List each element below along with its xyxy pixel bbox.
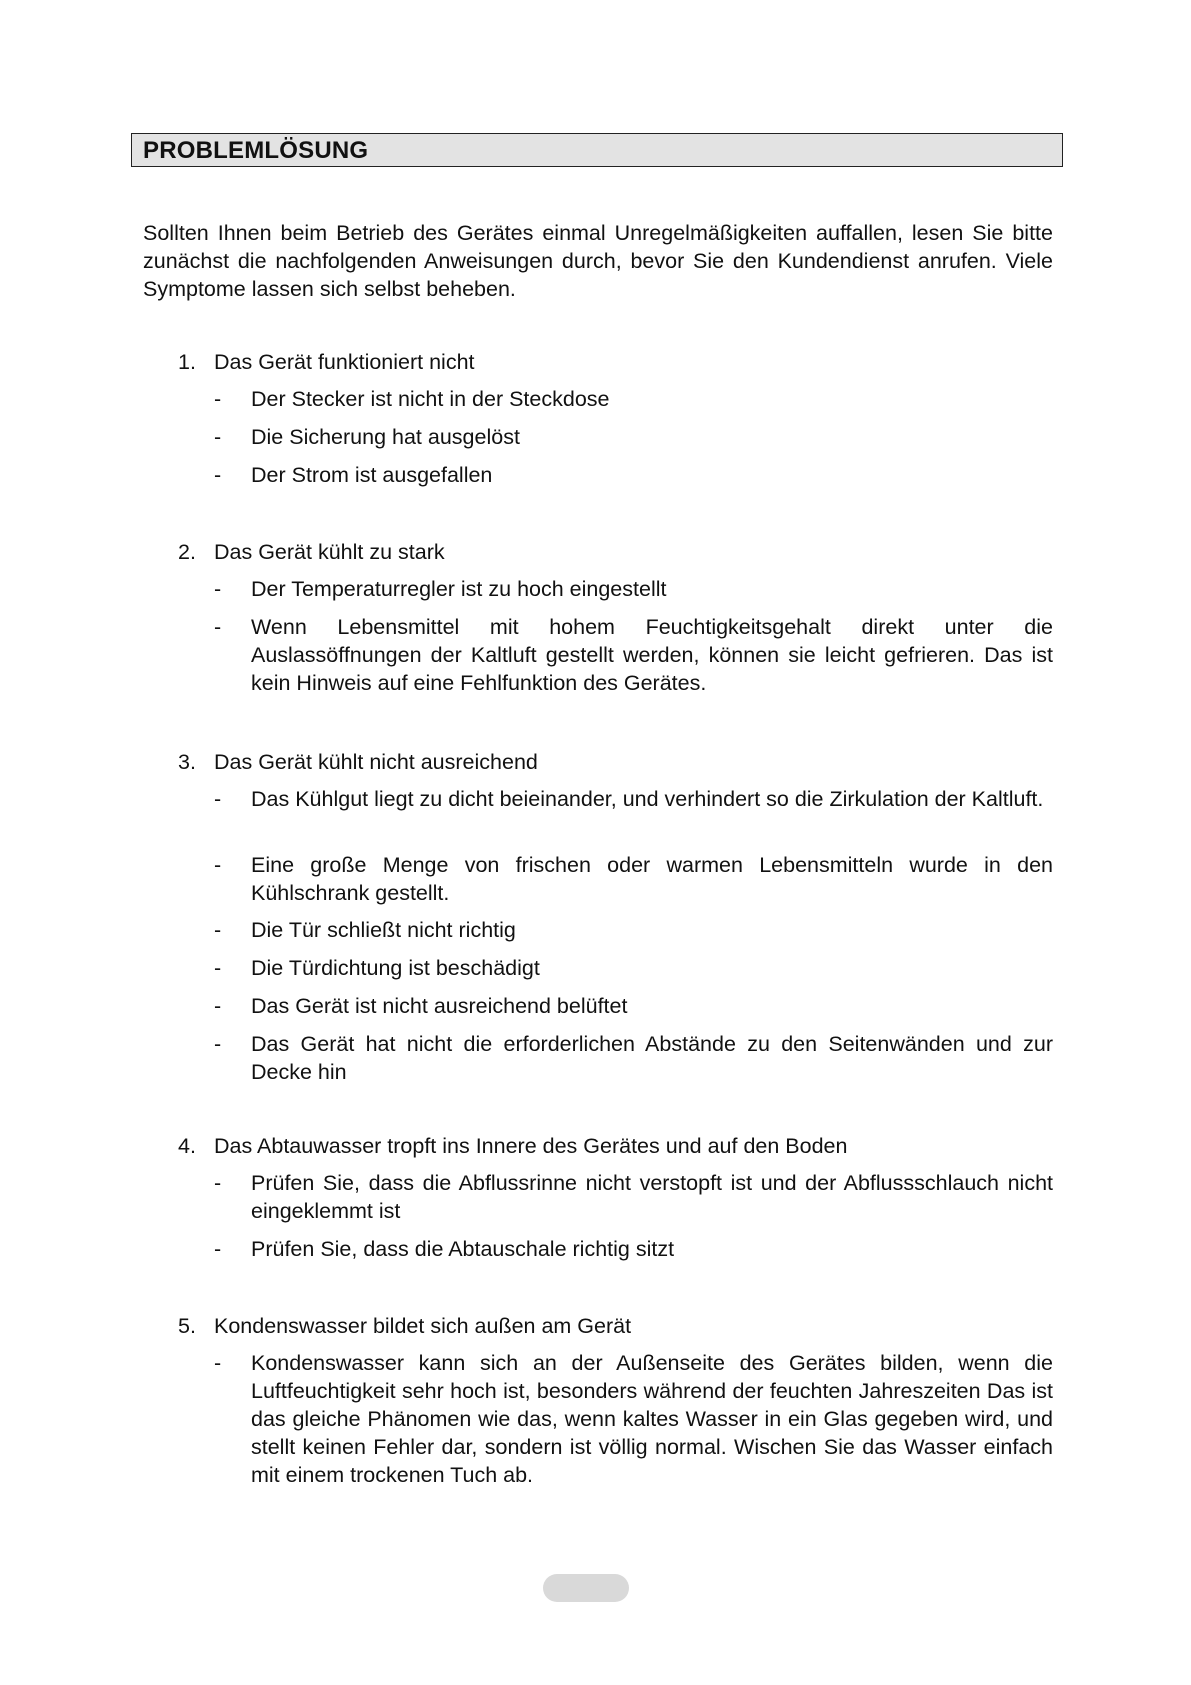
bullet-dash: - [214, 577, 222, 601]
section-title: Das Gerät funktioniert nicht [214, 350, 475, 374]
section-heading [178, 748, 538, 776]
bullet-dash: - [214, 994, 222, 1018]
bullet-dash: - [214, 1171, 222, 1195]
section-number: 4. [178, 1134, 196, 1158]
bullet-dash: - [214, 956, 222, 980]
bullet-dash: - [214, 463, 222, 487]
list-item-text: Das Kühlgut liegt zu dicht beieinander, und verhindert so die Zirkulation der Kaltluft. [251, 787, 1044, 811]
bullet-dash: - [214, 425, 222, 449]
section-title: Das Gerät kühlt zu stark [214, 540, 445, 564]
list-item-text: Wenn Lebensmittel mit hohem Feuchtigkeitsgehalt direkt unter die Auslassöffnungen der Kaltluft gestellt werden, können sie leicht gefrieren. Das ist kein Hinweis auf eine Fehlfunktion des Gerätes. [251, 615, 1053, 695]
bullet-dash: - [214, 1237, 222, 1261]
page-number-badge [543, 1574, 629, 1602]
bullet-dash: - [214, 918, 222, 942]
section-number: 1. [178, 350, 196, 374]
section-heading [178, 1312, 631, 1340]
section-heading [178, 348, 475, 376]
list-item-text: Der Temperaturregler ist zu hoch eingestellt [251, 577, 667, 601]
section-heading [178, 1132, 847, 1160]
bullet-dash: - [214, 787, 222, 811]
list-item-text: Die Türdichtung ist beschädigt [251, 956, 540, 980]
bullet-dash: - [214, 615, 222, 639]
list-item-text: Eine große Menge von frischen oder warmen Lebensmitteln wurde in den Kühlschrank gestellt. [251, 853, 1053, 905]
page-title: PROBLEMLÖSUNG [143, 137, 369, 164]
list-item-text: Das Gerät hat nicht die erforderlichen Abstände zu den Seitenwänden und zur Decke hin [251, 1032, 1053, 1084]
list-item-text: Prüfen Sie, dass die Abflussrinne nicht verstopft ist und der Abflussschlauch nicht eingeklemmt ist [251, 1171, 1053, 1223]
bullet-dash: - [214, 853, 222, 877]
section-number: 5. [178, 1314, 196, 1338]
list-item-text: Prüfen Sie, dass die Abtauschale richtig sitzt [251, 1237, 675, 1261]
list-item-text: Der Stecker ist nicht in der Steckdose [251, 387, 610, 411]
bullet-dash: - [214, 1032, 222, 1056]
section-title: Das Abtauwasser tropft ins Innere des Gerätes und auf den Boden [214, 1134, 848, 1158]
list-item-text: Kondenswasser kann sich an der Außenseite des Gerätes bilden, wenn die Luftfeuchtigkeit sehr hoch ist, besonders während der feuchten Jahreszeiten Das ist das gleiche Phänomen wie das, wenn kaltes Wasser in ein Glas gegeben wird, und stellt keinen Fehler dar, sondern ist völlig normal. Wischen Sie das Wasser einfach mit einem trockenen Tuch ab. [251, 1351, 1053, 1487]
section-title-box [131, 133, 1063, 167]
list-item-text: Die Sicherung hat ausgelöst [251, 425, 520, 449]
list-item-text: Die Tür schließt nicht richtig [251, 918, 516, 942]
section-title: Kondenswasser bildet sich außen am Gerät [214, 1314, 632, 1338]
list-item-text: Der Strom ist ausgefallen [251, 463, 493, 487]
intro-paragraph: Sollten Ihnen beim Betrieb des Gerätes einmal Unregelmäßigkeiten auffallen, lesen Sie bitte zunächst die nachfolgenden Anweisungen durch, bevor Sie den Kundendienst anrufen. Viele Symptome lassen sich selbst beheben. [143, 221, 1053, 301]
bullet-dash: - [214, 387, 222, 411]
section-number: 3. [178, 750, 196, 774]
section-title: Das Gerät kühlt nicht ausreichend [214, 750, 538, 774]
section-heading [178, 538, 445, 566]
section-number: 2. [178, 540, 196, 564]
list-item-text: Das Gerät ist nicht ausreichend belüftet [251, 994, 628, 1018]
bullet-dash: - [214, 1351, 222, 1375]
